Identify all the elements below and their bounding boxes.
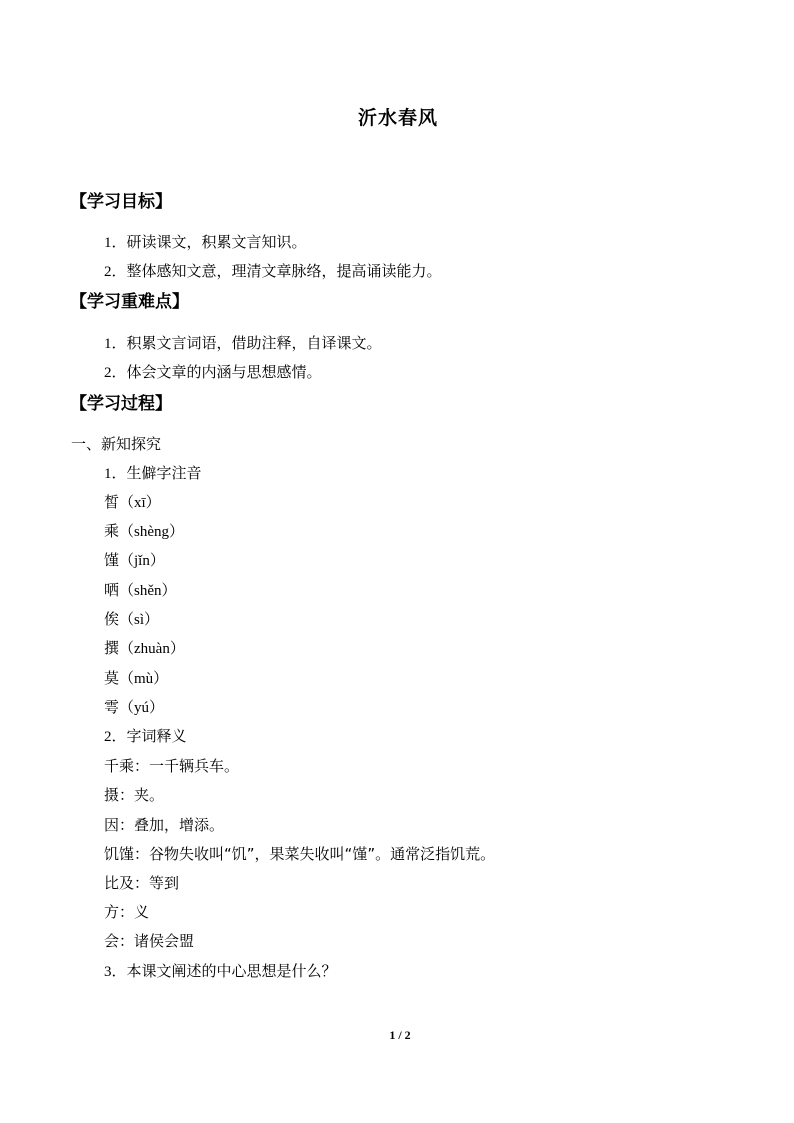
goal-number: 2． (104, 264, 127, 280)
definition-item: 比及：等到 (104, 874, 180, 892)
key-point-text: 体会文章的内涵与思想感情。 (126, 363, 322, 381)
key-point-number: 1． (104, 336, 127, 352)
pinyin: （sì） (119, 612, 160, 628)
pronunciation-item (104, 579, 177, 602)
pronunciation-item (104, 608, 159, 631)
key-point-item-2 (104, 361, 322, 384)
pinyin: （zhuàn） (119, 641, 185, 657)
question-number: 2． (104, 729, 127, 745)
definition-item: 摄：夹。 (104, 786, 165, 804)
definition-item: 方：义 (104, 903, 150, 921)
pinyin: （xī） (119, 495, 161, 511)
pinyin: （shèng） (119, 524, 185, 540)
goal-text: 整体感知文意，理清文章脉络，提高诵读能力。 (126, 262, 442, 280)
question-3 (104, 960, 337, 983)
definition-item: 千乘：一千辆兵车。 (104, 757, 240, 775)
character: 乘 (104, 522, 120, 540)
key-point-number: 2． (104, 365, 127, 381)
page-number: 1 / 2 (389, 1028, 411, 1042)
heading-key-points: 【学习重难点】 (70, 292, 189, 312)
definition-item: 饥馑：谷物失收叫“饥”，果菜失收叫“馑”。通常泛指饥荒。 (104, 845, 496, 863)
definition-item: 会：诸侯会盟 (104, 932, 195, 950)
pronunciation-item (104, 637, 185, 660)
question-number: 1． (104, 466, 127, 482)
pronunciation-item (104, 667, 168, 690)
heading-learning-goals: 【学习目标】 (70, 192, 172, 212)
question-text: 字词释义 (126, 727, 187, 745)
goal-item-2 (104, 260, 442, 283)
goal-item-1 (104, 231, 307, 254)
character: 撰 (104, 639, 120, 657)
character: 莫 (104, 669, 120, 687)
question-text: 生僻字注音 (126, 464, 202, 482)
part-heading-new-knowledge: 一、新知探究 (71, 435, 162, 453)
heading-learning-process: 【学习过程】 (70, 394, 172, 414)
pronunciation-item (104, 549, 165, 572)
pinyin: （mù） (119, 671, 169, 687)
character: 俟 (104, 610, 120, 628)
question-1 (104, 462, 202, 485)
character: 馑 (104, 551, 120, 569)
pinyin: （shěn） (119, 583, 177, 599)
pronunciation-item (104, 520, 184, 543)
pronunciation-item (104, 491, 161, 514)
document-title: 沂水春风 (357, 107, 438, 129)
pinyin: （jǐn） (119, 553, 165, 569)
key-point-text: 积累文言词语，借助注释，自译课文。 (126, 334, 382, 352)
character: 雩 (104, 698, 120, 716)
character: 皙 (104, 493, 120, 511)
character: 哂 (104, 581, 120, 599)
pinyin: （yú） (119, 700, 165, 716)
key-point-item-1 (104, 332, 382, 355)
pronunciation-item (104, 696, 164, 719)
goal-number: 1． (104, 235, 127, 251)
goal-text: 研读课文，积累文言知识。 (126, 233, 307, 251)
question-2 (104, 725, 187, 748)
definition-item: 因：叠加，增添。 (104, 816, 225, 834)
question-number: 3． (104, 964, 127, 980)
question-text: 本课文阐述的中心思想是什么？ (126, 962, 337, 980)
